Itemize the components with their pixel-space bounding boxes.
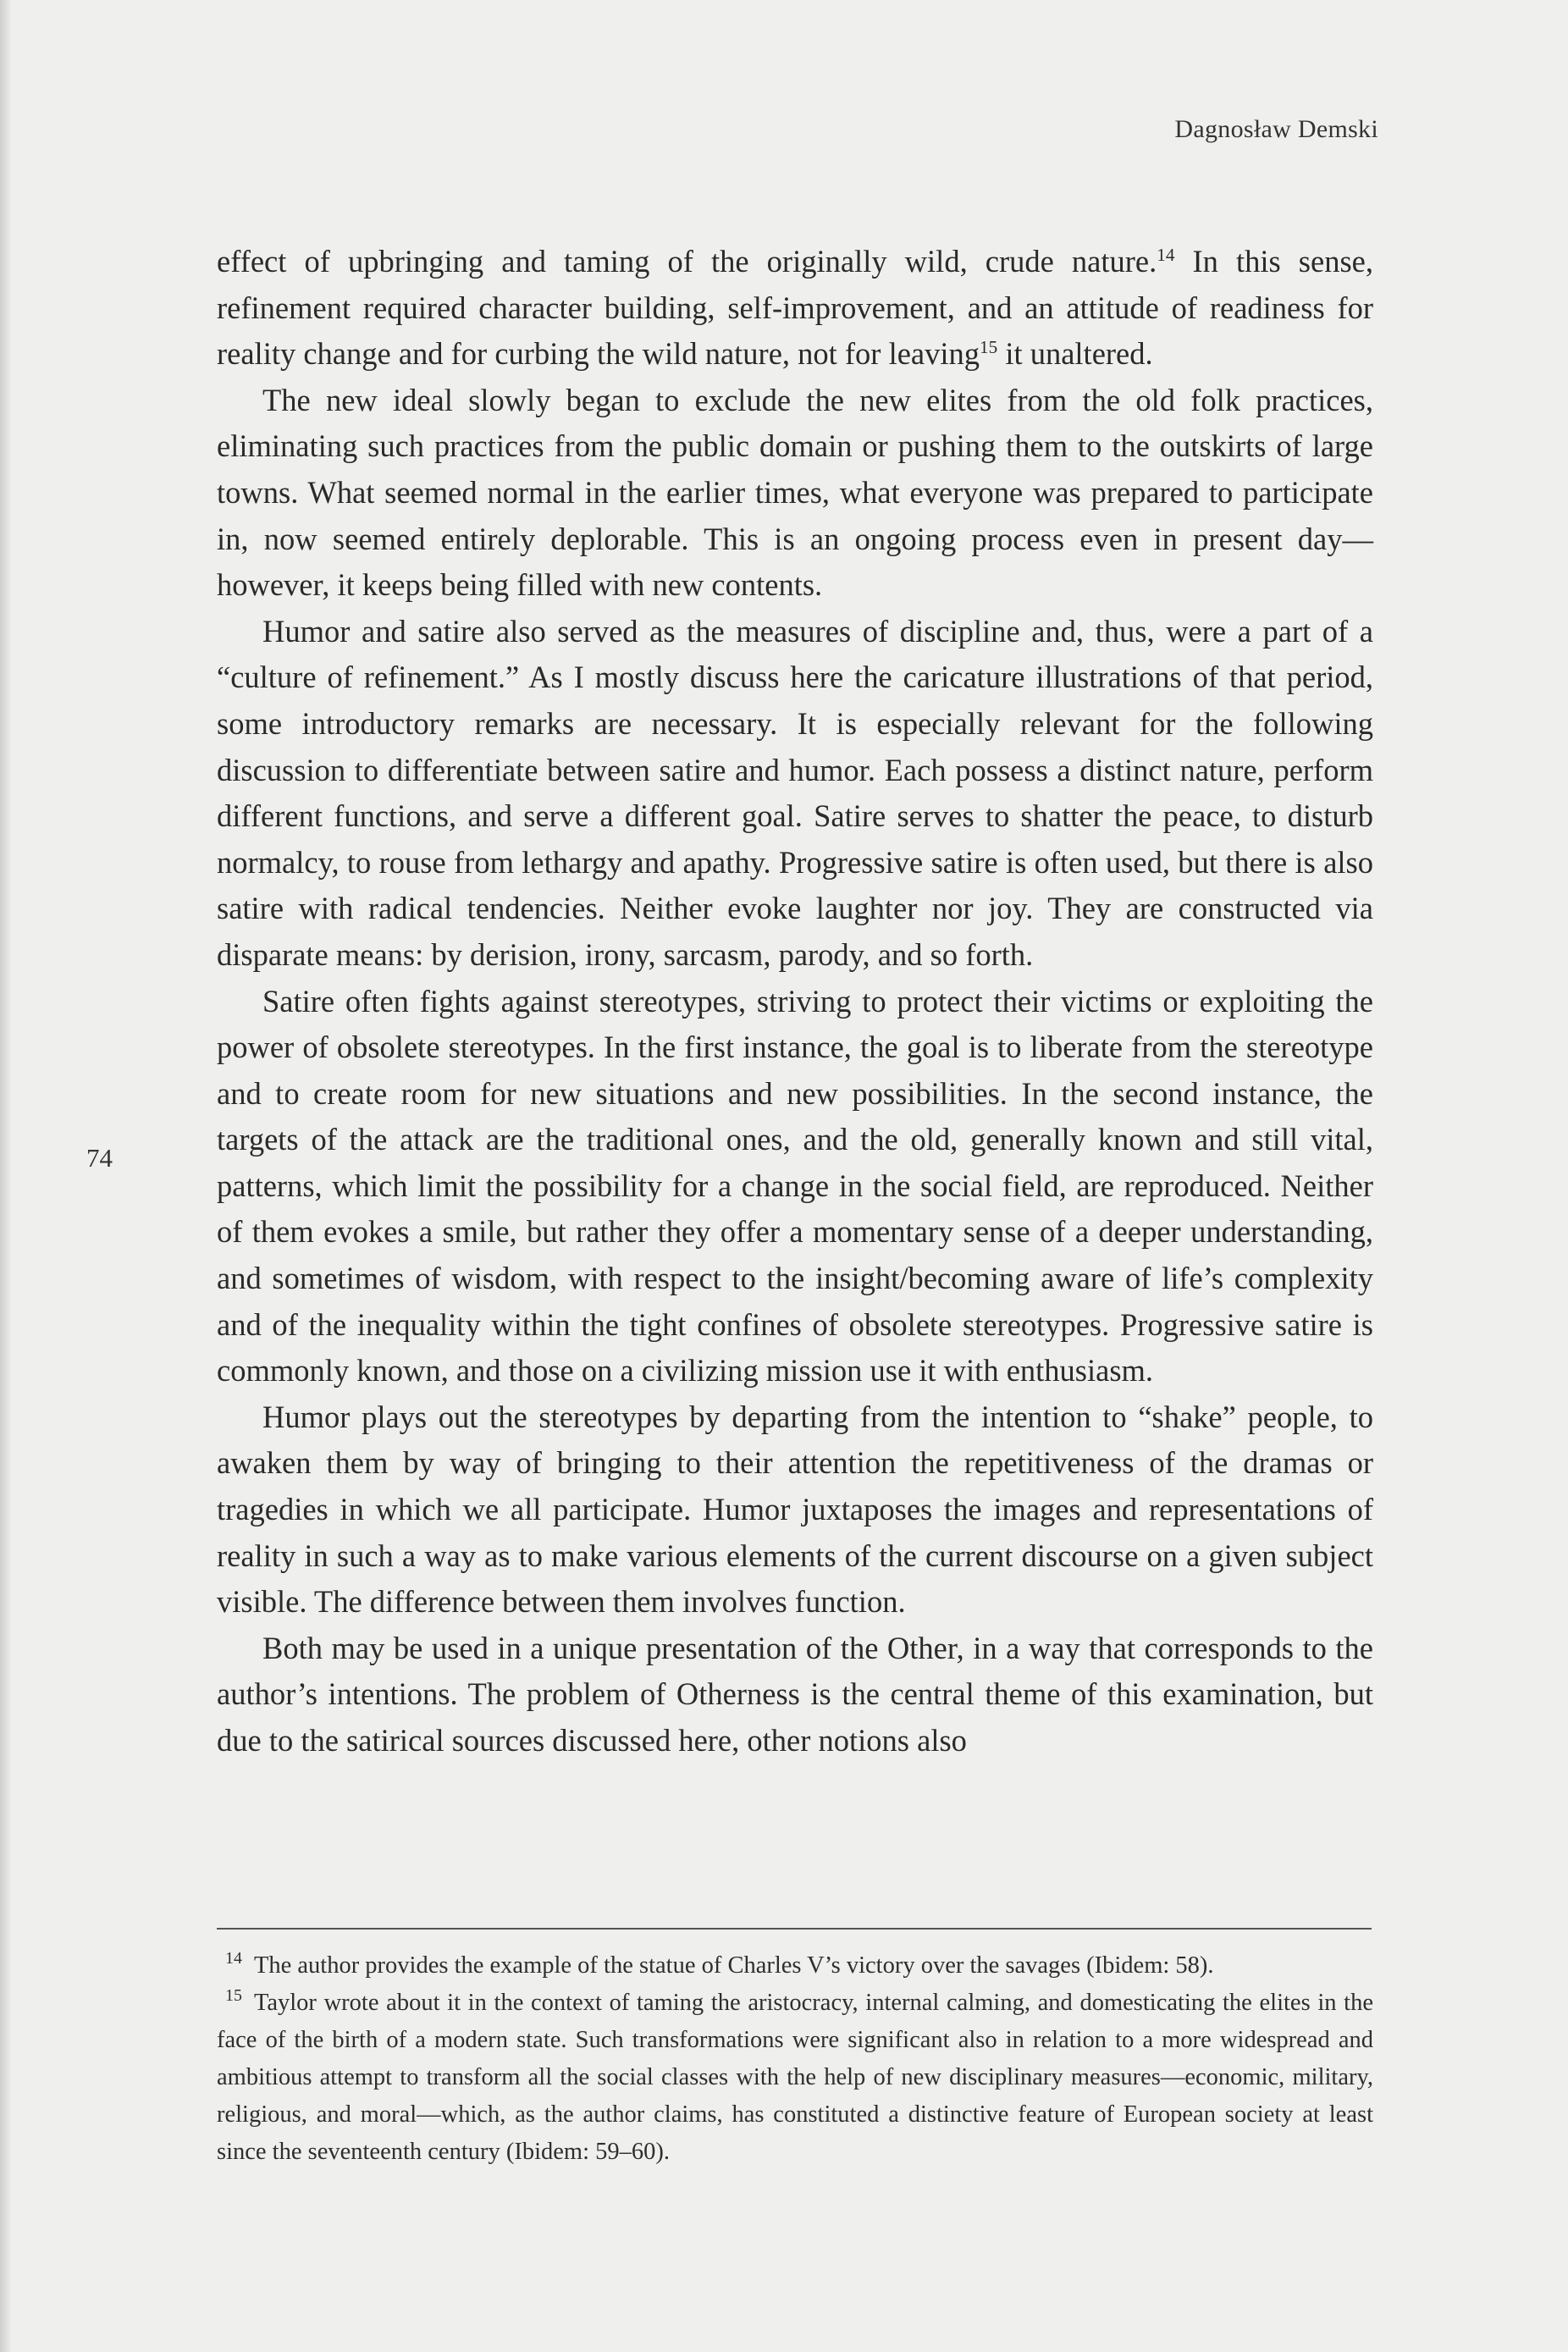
footnote-text: Taylor wrote about it in the context of taming the aristocracy, internal calming, and domesticating the elites in the face of the birth of a modern state. Such transformations were significant also in relation to a more widespread and ambitious attempt to transform all the social classes with the help of new disciplinary measures—economic, military, religious, and moral—which, as the author claims, has constituted a distinctive feature of European society at least since the seventeenth century (Ibidem: 59–60). bbox=[217, 1990, 1373, 2165]
footnote-number: 15 bbox=[225, 1986, 242, 2006]
footnote bbox=[217, 1947, 1373, 1985]
footnotes bbox=[217, 1947, 1373, 2171]
paragraph-text: Humor plays out the stereotypes by departing from the intention to “shake” people, to awaken them by way of bringing to their attention the repetitiveness of the dramas or tragedies in which we all participate. Humor juxtaposes the images and representations of reality in such a way as to make various elements of the current discourse on a given subject visible. The difference between them involves function. bbox=[217, 1399, 1373, 1620]
body-paragraph bbox=[217, 239, 1373, 378]
footnote-reference[interactable]: 14 bbox=[1157, 244, 1175, 265]
body-text bbox=[217, 239, 1373, 1764]
footnote-number: 14 bbox=[225, 1949, 242, 1968]
paragraph-text: Satire often fights against stereotypes, striving to protect their victims or exploiting the power of obsolete stereotypes. In the first instance, the goal is to liberate from the stereotype and to create room for new situations and new possibilities. In the second instance, the targets of the attack are the traditional ones, and the old, generally known and still vital, patterns, which limit the possibility for a change in the social field, are reproduced. Neither of them evokes a smile, but rather they offer a momentary sense of a deeper understanding, and sometimes of wisdom, with respect to the insight/becoming aware of life’s complexity and of the inequality within the tight confines of obsolete stereotypes. Progressive satire is commonly known, and those on a civilizing mission use it with enthusiasm. bbox=[217, 983, 1373, 1389]
body-paragraph bbox=[217, 1394, 1373, 1626]
body-paragraph bbox=[217, 378, 1373, 609]
paragraph-text: it unaltered. bbox=[997, 336, 1153, 372]
running-header: Dagnosław Demski bbox=[1174, 115, 1378, 143]
body-paragraph bbox=[217, 609, 1373, 979]
footnote bbox=[217, 1985, 1373, 2171]
footnote-text: The author provides the example of the statue of Charles V’s victory over the savages (Ibidem: 58). bbox=[253, 1952, 1214, 1979]
paragraph-text: The new ideal slowly began to exclude the new elites from the old folk practices, eliminating such practices from the public domain or pushing them to the outskirts of large towns. What seemed normal in the earlier times, what everyone was prepared to participate in, now seemed entirely deplorable. This is an ongoing process even in present day—however, it keeps being filled with new contents. bbox=[217, 382, 1373, 603]
body-paragraph bbox=[217, 1626, 1373, 1764]
footnote-divider bbox=[217, 1928, 1372, 1930]
page-gutter-shadow bbox=[0, 0, 12, 2352]
paragraph-text: Both may be used in a unique presentation of the Other, in a way that corresponds to the author’s intentions. The problem of Otherness is the central theme of this examination, but due to the satirical sources discussed here, other notions also bbox=[217, 1630, 1373, 1758]
paragraph-text: effect of upbringing and taming of the originally wild, crude nature. bbox=[217, 244, 1157, 279]
page-number: 74 bbox=[86, 1143, 113, 1173]
paragraph-text: Humor and satire also served as the measures of discipline and, thus, were a part of a “culture of refinement.” As I mostly discuss here the caricature illustrations of that period, some introductory remarks are necessary. It is especially relevant for the following discussion to differentiate between satire and humor. Each possess a distinct nature, perform different functions, and serve a different goal. Satire serves to shatter the peace, to disturb normalcy, to rouse from lethargy and apathy. Progressive satire is often used, but there is also satire with radical tendencies. Neither evoke laughter nor joy. They are constructed via disparate means: by derision, irony, sarcasm, parody, and so forth. bbox=[217, 613, 1373, 972]
body-paragraph bbox=[217, 979, 1373, 1394]
footnote-reference[interactable]: 15 bbox=[980, 337, 998, 358]
paragraph-text: In this sense, refinement required character building, self-improvement, and an attitude of readiness for reality change and for curbing the wild nature, not for leaving bbox=[217, 244, 1373, 372]
